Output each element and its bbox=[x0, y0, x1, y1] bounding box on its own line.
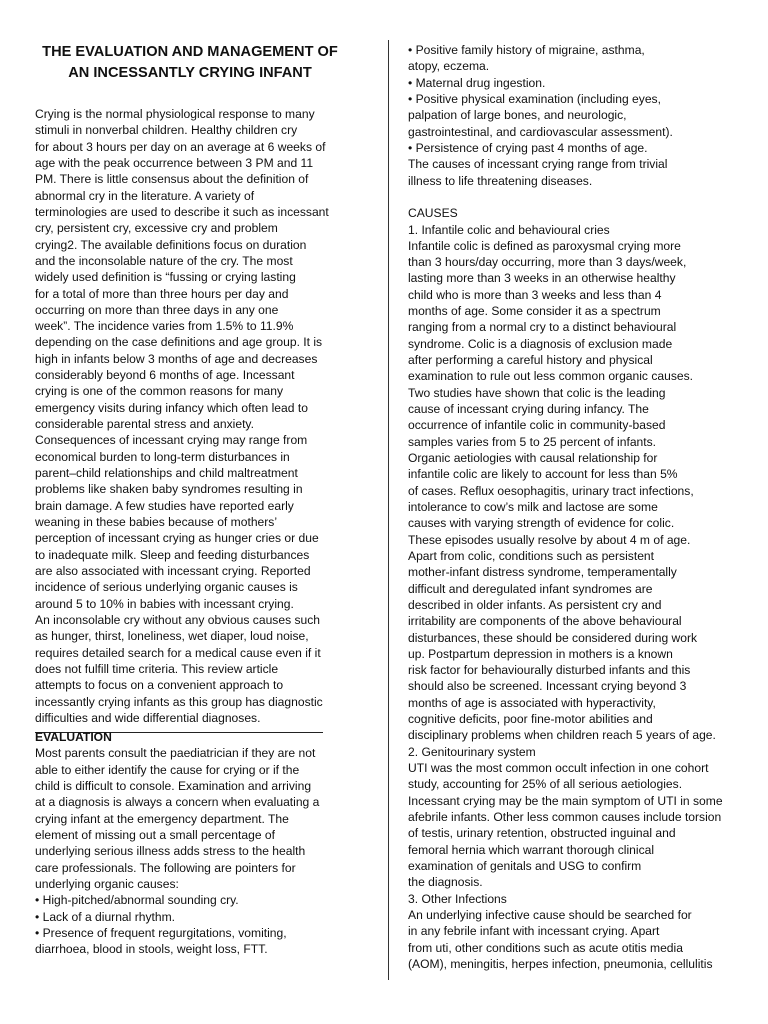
text-line: problems like shaken baby syndromes resulting in bbox=[35, 482, 303, 497]
text-line: child is difficult to console. Examination and arriving bbox=[35, 779, 312, 794]
text-line: • Positive physical examination (including eyes, bbox=[408, 91, 661, 106]
document-title: THE EVALUATION AND MANAGEMENT OF AN INCESSANTLY CRYING INFANT bbox=[42, 44, 338, 81]
text-line: able to either identify the cause for crying or if the bbox=[35, 762, 300, 777]
text-line: week”. The incidence varies from 1.5% to 11.9% bbox=[35, 319, 294, 334]
text-line: emergency visits during infancy which often lead to bbox=[35, 400, 308, 415]
text-line: for about 3 hours per day on an average at 6 weeks of bbox=[35, 139, 326, 154]
text-line: of cases. Reflux oesophagitis, urinary tract infections, bbox=[408, 483, 694, 498]
text-line: underlying organic causes: bbox=[35, 877, 179, 892]
text-line: Incessant crying may be the main symptom of UTI in some bbox=[408, 793, 723, 808]
text-line: abnormal cry in the literature. A variety of bbox=[35, 188, 255, 203]
text-line: • Persistence of crying past 4 months of age. bbox=[408, 140, 648, 155]
text-line: up. Postpartum depression in mothers is a known bbox=[408, 646, 673, 661]
text-line: incidence of serious underlying organic causes is bbox=[35, 580, 298, 595]
text-line: lasting more than 3 weeks in an otherwise healthy bbox=[408, 271, 676, 286]
text-line: of testis, urinary retention, obstructed inguinal and bbox=[408, 826, 676, 841]
text-line: from uti, other conditions such as acute otitis media bbox=[408, 940, 683, 955]
text-line: 3. Other Infections bbox=[408, 891, 507, 906]
text-line: cry, persistent cry, excessive cry and problem bbox=[35, 221, 278, 236]
text-line: An underlying infective cause should be searched for bbox=[408, 907, 692, 922]
text-line: • Positive family history of migraine, asthma, bbox=[408, 43, 645, 57]
text-line: difficulties and wide differential diagnoses. bbox=[35, 710, 261, 725]
text-line: Most parents consult the paediatrician if they are not bbox=[35, 746, 316, 761]
text-line: An inconsolable cry without any obvious causes such bbox=[35, 612, 321, 627]
text-line: for a total of more than three hours per day and bbox=[35, 286, 289, 301]
text-line: afebrile infants. Other less common causes include torsion bbox=[408, 810, 722, 825]
text-line: mother-infant distress syndrome, temperamentally bbox=[408, 565, 677, 580]
text-line: These episodes usually resolve by about 4 m of age. bbox=[408, 532, 691, 547]
text-line: at a diagnosis is always a concern when evaluating a bbox=[35, 795, 320, 810]
text-line: are also associated with incessant crying. Reported bbox=[35, 563, 311, 578]
text-line: PM. There is little consensus about the definition of bbox=[35, 172, 309, 187]
column-divider bbox=[388, 40, 389, 980]
text-line: disciplinary problems when children reach 5 years of age. bbox=[408, 728, 716, 743]
text-line: • High-pitched/abnormal sounding cry. bbox=[35, 893, 239, 908]
text-line: UTI was the most common occult infection in one cohort bbox=[408, 761, 709, 776]
text-line: incessantly crying infants as this group has diagnostic bbox=[35, 694, 323, 709]
text-line: parent–child relationships and child maltreatment bbox=[35, 466, 298, 481]
text-line: underlying serious illness adds stress to the health bbox=[35, 844, 306, 859]
text-line: economical burden to long-term disturbances in bbox=[35, 449, 290, 464]
text-line: crying infant at the emergency department. The bbox=[35, 811, 289, 826]
text-line: occurrence of infantile colic in community-based bbox=[408, 418, 666, 433]
text-line: considerably beyond 6 months of age. Incessant bbox=[35, 368, 295, 383]
text-line: causes with varying strength of evidence for colic. bbox=[408, 516, 675, 531]
text-line: terminologies are used to describe it such as incessant bbox=[35, 204, 329, 219]
text-line: care professionals. The following are pointers for bbox=[35, 860, 296, 875]
text-line: (AOM), meningitis, herpes infection, pneumonia, cellulitis bbox=[408, 956, 713, 971]
text-line: Apart from colic, conditions such as persistent bbox=[408, 548, 655, 563]
text-line: months of age is associated with hyperactivity, bbox=[408, 695, 656, 710]
text-line: considerable parental stress and anxiety. bbox=[35, 417, 254, 432]
text-line: infantile colic are likely to account for less than 5% bbox=[408, 467, 678, 482]
text-line: atopy, eczema. bbox=[408, 59, 490, 74]
text-line: Crying is the normal physiological response to many bbox=[35, 107, 315, 121]
text-line: described in older infants. As persistent cry and bbox=[408, 597, 662, 612]
text-line: risk factor for behaviourally disturbed infants and this bbox=[408, 663, 691, 678]
text-line: Organic aetiologies with causal relationship for bbox=[408, 451, 658, 465]
text-line: depending on the case definitions and age group. It is bbox=[35, 335, 323, 350]
text-line: does not fulfill time criteria. This review article bbox=[35, 661, 279, 676]
text-line: occurring on more than three days in any one bbox=[35, 302, 279, 317]
text-line: should also be screened. Incessant crying beyond 3 bbox=[408, 679, 687, 694]
text-line: the diagnosis. bbox=[408, 875, 483, 890]
text-line: femoral hernia which warrant thorough clinical bbox=[408, 842, 655, 857]
text-line: to inadequate milk. Sleep and feeding disturbances bbox=[35, 547, 310, 562]
text-line: samples varies from 5 to 25 percent of infants. bbox=[408, 434, 657, 449]
text-line: crying is one of the common reasons for many bbox=[35, 384, 284, 399]
text-line: Infantile colic is defined as paroxysmal crying more bbox=[408, 238, 681, 253]
text-line: cause of incessant crying during infancy. The bbox=[408, 402, 649, 417]
text-line: after performing a careful history and physical bbox=[408, 353, 653, 368]
text-line: intolerance to cow’s milk and lactose are some bbox=[408, 499, 658, 514]
text-line: element of missing out a small percentage of bbox=[35, 828, 275, 843]
text-line: palpation of large bones, and neurologic, bbox=[408, 108, 627, 123]
text-line: disturbances, these should be considered during work bbox=[408, 630, 698, 645]
text-line: • Lack of a diurnal rhythm. bbox=[35, 909, 176, 924]
text-line: irritability are components of the above behavioural bbox=[408, 614, 682, 629]
text-line: Consequences of incessant crying may range from bbox=[35, 433, 308, 448]
text-line: attempts to focus on a convenient approach to bbox=[35, 678, 284, 693]
text-line: 2. Genitourinary system bbox=[408, 744, 536, 759]
text-line: as hunger, thirst, loneliness, wet diaper, loud noise, bbox=[35, 629, 309, 644]
text-line: illness to life threatening diseases. bbox=[408, 173, 593, 188]
text-line: Two studies have shown that colic is the leading bbox=[408, 385, 666, 400]
text-line: in any febrile infant with incessant crying. Apart bbox=[408, 924, 660, 939]
text-line: around 5 to 10% in babies with incessant crying. bbox=[35, 596, 294, 611]
text-line: difficult and deregulated infant syndromes are bbox=[408, 581, 653, 596]
text-line: than 3 hours/day occurring, more than 3 days/week, bbox=[408, 255, 687, 270]
text-line: study, accounting for 25% of all serious aetiologies. bbox=[408, 777, 683, 792]
text-line: crying2. The available definitions focus on duration bbox=[35, 237, 307, 252]
text-line: brain damage. A few studies have reported early bbox=[35, 498, 294, 513]
text-line: • Presence of frequent regurgitations, vomiting, bbox=[35, 926, 287, 940]
text-line: The causes of incessant crying range from trivial bbox=[408, 157, 668, 172]
text-line: requires detailed search for a medical cause even if it bbox=[35, 645, 321, 660]
text-line: child who is more than 3 weeks and less than 4 bbox=[408, 287, 662, 302]
text-line: age with the peak occurrence between 3 PM and 11 bbox=[35, 155, 314, 170]
text-line: 1. Infantile colic and behavioural cries bbox=[408, 222, 610, 237]
text-line: widely used definition is “fussing or crying lasting bbox=[35, 270, 296, 285]
text-line: CAUSES bbox=[408, 206, 458, 221]
text-line: diarrhoea, blood in stools, weight loss, FTT. bbox=[35, 942, 268, 957]
text-line: syndrome. Colic is a diagnosis of exclusion made bbox=[408, 336, 673, 351]
text-line: stimuli in nonverbal children. Healthy children cry bbox=[35, 123, 298, 138]
text-line: high in infants below 3 months of age and decreases bbox=[35, 351, 318, 366]
text-line: months of age. Some consider it as a spectrum bbox=[408, 304, 661, 319]
text-line: weaning in these babies because of mothers’ bbox=[35, 515, 278, 529]
text-line: examination to rule out less common organic causes. bbox=[408, 369, 694, 384]
text-line: ranging from a normal cry to a distinct behavioural bbox=[408, 320, 677, 335]
text-line: • Maternal drug ingestion. bbox=[408, 75, 546, 90]
text-line: perception of incessant crying as hunger cries or due bbox=[35, 531, 319, 546]
text-line: examination of genitals and USG to confirm bbox=[408, 859, 642, 873]
text-line: and the inconsolable nature of the cry. The most bbox=[35, 253, 293, 268]
section-heading: EVALUATION bbox=[35, 730, 112, 745]
text-line: cognitive deficits, poor fine-motor abilities and bbox=[408, 712, 653, 727]
text-line: gastrointestinal, and cardiovascular assessment). bbox=[408, 124, 673, 139]
